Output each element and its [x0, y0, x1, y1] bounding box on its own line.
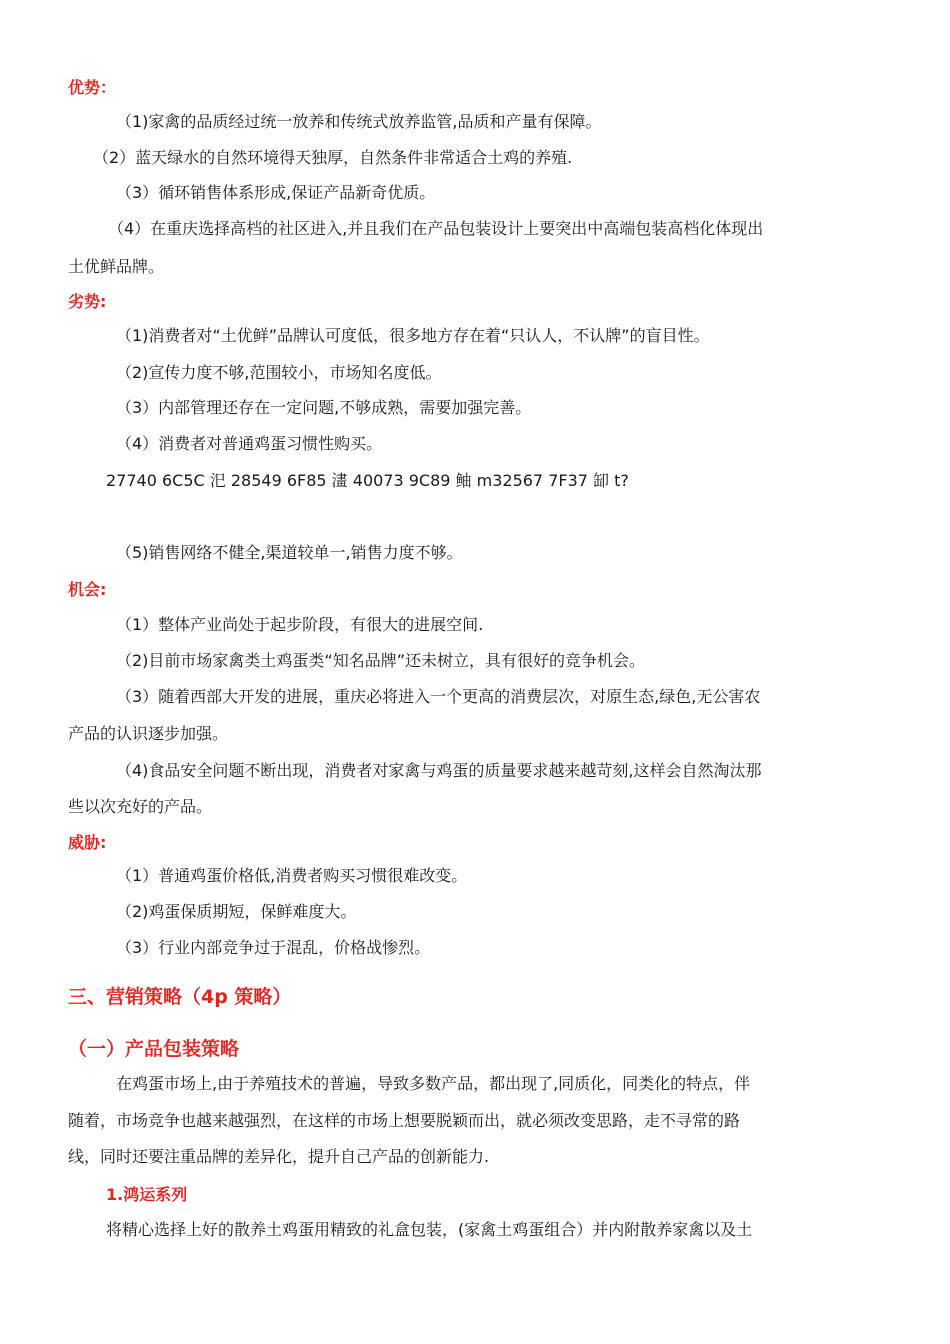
opportunities-item-3: （3）随着西部大开发的进展，重庆必将进入一个更高的消费层次，对原生态,绿色,无公害农	[116, 687, 761, 706]
threats-item-3: （3）行业内部竞争过于混乱，价格战惨烈。	[116, 938, 431, 957]
opportunities-item-1: （1）整体产业尚处于起步阶段，有很大的进展空间.	[116, 615, 484, 634]
strengths-item-3: （3）循环销售体系形成,保证产品新奇优质。	[116, 183, 436, 202]
subsection-1-para-line-2: 随着，市场竞争也越来越强烈，在这样的市场上想要脱颖而出，就必须改变思路，走不寻常的路	[68, 1111, 741, 1130]
weaknesses-item-5: （5)销售网络不健全,渠道较单一,销售力度不够。	[116, 543, 463, 562]
strengths-item-4-cont: 土优鲜品牌。	[68, 257, 165, 276]
strengths-heading: 优势：	[68, 78, 117, 97]
subsection-1-title: （一）产品包装策略	[68, 1038, 240, 1060]
threats-item-2: （2)鸡蛋保质期短，保鲜难度大。	[116, 902, 357, 921]
weaknesses-heading: 劣势:	[68, 292, 107, 311]
strengths-item-2: （2）蓝天绿水的自然环境得天独厚，自然条件非常适合土鸡的养殖.	[93, 148, 573, 167]
opportunities-item-4-cont: 些以次充好的产品。	[68, 797, 213, 816]
subsection-1-para-line-3: 线，同时还要注重品牌的差异化，提升自己产品的创新能力.	[68, 1147, 490, 1166]
section-3-title: 三、营销策略（4p 策略）	[68, 986, 292, 1008]
opportunities-heading: 机会:	[68, 580, 107, 599]
threats-item-1: （1）普通鸡蛋价格低,消费者购买习惯很难改变。	[116, 866, 468, 885]
weaknesses-item-4: （4）消费者对普通鸡蛋习惯性购买。	[116, 434, 383, 453]
series-1-para-line-1: 将精心选择上好的散养土鸡蛋用精致的礼盒包装，(家禽土鸡蛋组合）并内附散养家禽以及土	[106, 1220, 753, 1239]
opportunities-item-3-cont: 产品的认识逐步加强。	[68, 724, 229, 743]
strengths-item-1: （1)家禽的品质经过统一放养和传统式放养监管,品质和产量有保障。	[116, 112, 602, 131]
opportunities-item-4: （4)食品安全问题不断出现，消费者对家禽与鸡蛋的质量要求越来越苛刻,这样会自然淘汰那	[116, 761, 762, 780]
weaknesses-item-3: （3）内部管理还存在一定问题,不够成熟，需要加强完善。	[116, 398, 532, 417]
series-1-title: 1.鸿运系列	[106, 1185, 188, 1204]
weaknesses-item-1: （1)消费者对“土优鲜”品牌认可度低，很多地方存在着“只认人，不认牌”的盲目性。	[116, 326, 710, 345]
opportunities-item-2: （2)目前市场家禽类土鸡蛋类“知名品牌”还未树立，具有很好的竞争机会。	[116, 651, 646, 670]
threats-heading: 威胁:	[68, 833, 107, 852]
weaknesses-garbled-line: 27740 6C5C 汜 28549 6F85 澅 40073 9C89 鲉 m32567 7F37 缷 t?	[106, 471, 629, 490]
subsection-1-para-line-1: 在鸡蛋市场上,由于养殖技术的普遍，导致多数产品，都出现了,同质化，同类化的特点，伴	[116, 1074, 751, 1093]
strengths-item-4: （4）在重庆选择高档的社区进入,并且我们在产品包装设计上要突出中高端包装高档化体现出	[108, 219, 764, 238]
weaknesses-item-2: （2)宣传力度不够,范围较小，市场知名度低。	[116, 363, 442, 382]
